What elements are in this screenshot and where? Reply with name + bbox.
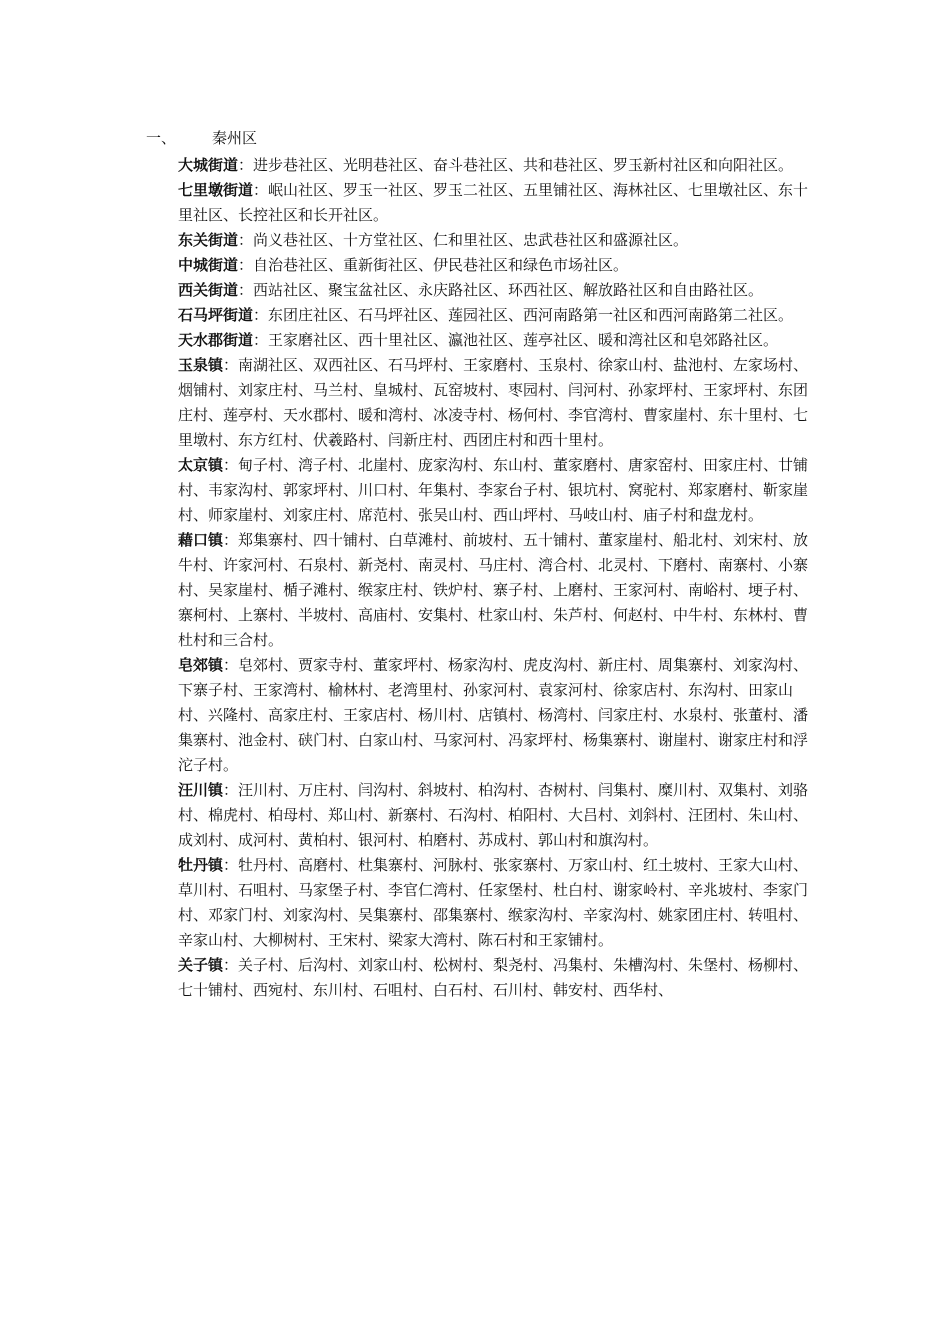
entry-name: 太京镇 <box>178 456 224 474</box>
entry-content: 汪川村、万庄村、闫沟村、斜坡村、柏沟村、杏树村、闫集村、糜川村、双集村、刘骆村、棉虎村、柏母村、郑山村、新寨村、石沟村、柏阳村、大吕村、刘斜村、汪团村、朱山村、成刘村、成河村、黄柏村、银河村、柏磨村、苏成村、郭山村和旗沟村。 <box>178 781 809 849</box>
entry-separator: ： <box>238 256 254 274</box>
entry-name: 藉口镇 <box>178 531 224 549</box>
entry-content: 甸子村、湾子村、北崖村、庞家沟村、东山村、董家磨村、唐家窑村、田家庄村、廿铺村、韦家沟村、郭家坪村、川口村、年集村、李家台子村、银坑村、窝驼村、郑家磨村、靳家崖村、师家崖村、刘家庄村、席范村、张吴山村、西山坪村、马岐山村、庙子村和盘龙村。 <box>178 456 809 524</box>
entry-paragraph <box>178 353 818 453</box>
entry-separator: ： <box>238 231 254 249</box>
section-number: 一、 <box>146 129 177 147</box>
entry-name: 皂郊镇 <box>178 656 224 674</box>
entry-content: 西站社区、聚宝盆社区、永庆路社区、环西社区、解放路社区和自由路社区。 <box>253 281 764 299</box>
entry-paragraph <box>178 253 818 278</box>
entry-name: 大城街道 <box>178 156 239 174</box>
entry-separator: ： <box>238 281 254 299</box>
entry-name: 西关街道 <box>178 281 239 299</box>
entry-separator: ： <box>223 356 239 374</box>
entry-separator: ： <box>223 956 239 974</box>
entry-name: 石马坪街道 <box>178 306 254 324</box>
entry-content: 尚义巷社区、十方堂社区、仁和里社区、忠武巷社区和盛源社区。 <box>253 231 689 249</box>
entry-content: 关子村、后沟村、刘家山村、松树村、梨尧村、冯集村、朱槽沟村、朱堡村、杨柳村、七十铺村、西宛村、东川村、石咀村、白石村、石川村、韩安村、西华村、 <box>178 956 809 999</box>
entry-paragraph <box>178 453 818 528</box>
entry-name: 东关街道 <box>178 231 239 249</box>
entry-content: 王家磨社区、西十里社区、瀛池社区、莲亭社区、暖和湾社区和皂郊路社区。 <box>268 331 779 349</box>
entry-name: 汪川镇 <box>178 781 224 799</box>
entry-separator: ： <box>223 456 239 474</box>
entry-paragraph <box>178 953 818 1003</box>
entry-paragraph <box>178 303 818 328</box>
entry-name: 牡丹镇 <box>178 856 224 874</box>
entry-separator: ： <box>223 856 239 874</box>
entry-name: 中城街道 <box>178 256 239 274</box>
entry-separator: ： <box>238 156 254 174</box>
entry-separator: ： <box>223 656 239 674</box>
entry-paragraph <box>178 653 818 778</box>
entry-list <box>178 153 818 1003</box>
entry-paragraph <box>178 328 818 353</box>
entry-content: 进步巷社区、光明巷社区、奋斗巷社区、共和巷社区、罗玉新村社区和向阳社区。 <box>253 156 794 174</box>
section-title: 秦州区 <box>212 129 258 147</box>
entry-paragraph <box>178 228 818 253</box>
entry-content: 牡丹村、高磨村、杜集寨村、河脉村、张家寨村、万家山村、红土坡村、王家大山村、草川村、石咀村、马家堡子村、李官仁湾村、任家堡村、杜白村、谢家岭村、辛兆坡村、李家门村、邓家门村、刘家沟村、吴集寨村、邵集寨村、缑家沟村、辛家沟村、姚家团庄村、转咀村、辛家山村、大柳树村、王宋村、梁家大湾村、陈石村和王家铺村。 <box>178 856 809 949</box>
entry-content: 南湖社区、双西社区、石马坪村、王家磨村、玉泉村、徐家山村、盐池村、左家场村、烟铺村、刘家庄村、马兰村、皇城村、瓦窑坡村、枣园村、闫河村、孙家坪村、王家坪村、东团庄村、莲亭村、天水郡村、暖和湾村、冰凌寺村、杨何村、李官湾村、曹家崖村、东十里村、七里墩村、东方红村、伏羲路村、闫新庄村、西团庄村和西十里村。 <box>178 356 809 449</box>
section-heading <box>146 128 257 148</box>
entry-paragraph <box>178 778 818 853</box>
entry-name: 天水郡街道 <box>178 331 254 349</box>
entry-name: 玉泉镇 <box>178 356 224 374</box>
entry-separator: ： <box>253 306 269 324</box>
entry-name: 七里墩街道 <box>178 181 254 199</box>
entry-paragraph <box>178 278 818 303</box>
entry-name: 关子镇 <box>178 956 224 974</box>
entry-separator: ： <box>223 531 239 549</box>
entry-content: 岷山社区、罗玉一社区、罗玉二社区、五里铺社区、海林社区、七里墩社区、东十里社区、长控社区和长开社区。 <box>178 181 809 224</box>
entry-separator: ： <box>253 331 269 349</box>
entry-paragraph <box>178 853 818 953</box>
entry-content: 皂郊村、贾家寺村、董家坪村、杨家沟村、虎皮沟村、新庄村、周集寨村、刘家沟村、下寨子村、王家湾村、榆林村、老湾里村、孙家河村、袁家河村、徐家店村、东沟村、田家山村、兴隆村、高家庄村、王家店村、杨川村、店镇村、杨湾村、闫家庄村、水泉村、张董村、潘集寨村、池金村、硖门村、白家山村、马家河村、冯家坪村、杨集寨村、谢崖村、谢家庄村和浮沱子村。 <box>178 656 809 774</box>
entry-separator: ： <box>253 181 269 199</box>
entry-content: 自治巷社区、重新街社区、伊民巷社区和绿色市场社区。 <box>253 256 629 274</box>
entry-paragraph <box>178 528 818 653</box>
entry-paragraph <box>178 153 818 178</box>
entry-content: 郑集寨村、四十铺村、白草滩村、前坡村、五十铺村、董家崖村、船北村、刘宋村、放牛村、许家河村、石泉村、新尧村、南灵村、马庄村、湾合村、北灵村、下磨村、南寨村、小寨村、吴家崖村、楯子滩村、缑家庄村、铁炉村、寨子村、上磨村、王家河村、南峪村、埂子村、寨柯村、上寨村、半坡村、高庙村、安集村、杜家山村、朱芦村、何赵村、中牛村、东林村、曹杜村和三合村。 <box>178 531 809 649</box>
entry-content: 东团庄社区、石马坪社区、莲园社区、西河南路第一社区和西河南路第二社区。 <box>268 306 794 324</box>
entry-paragraph <box>178 178 818 228</box>
entry-separator: ： <box>223 781 239 799</box>
